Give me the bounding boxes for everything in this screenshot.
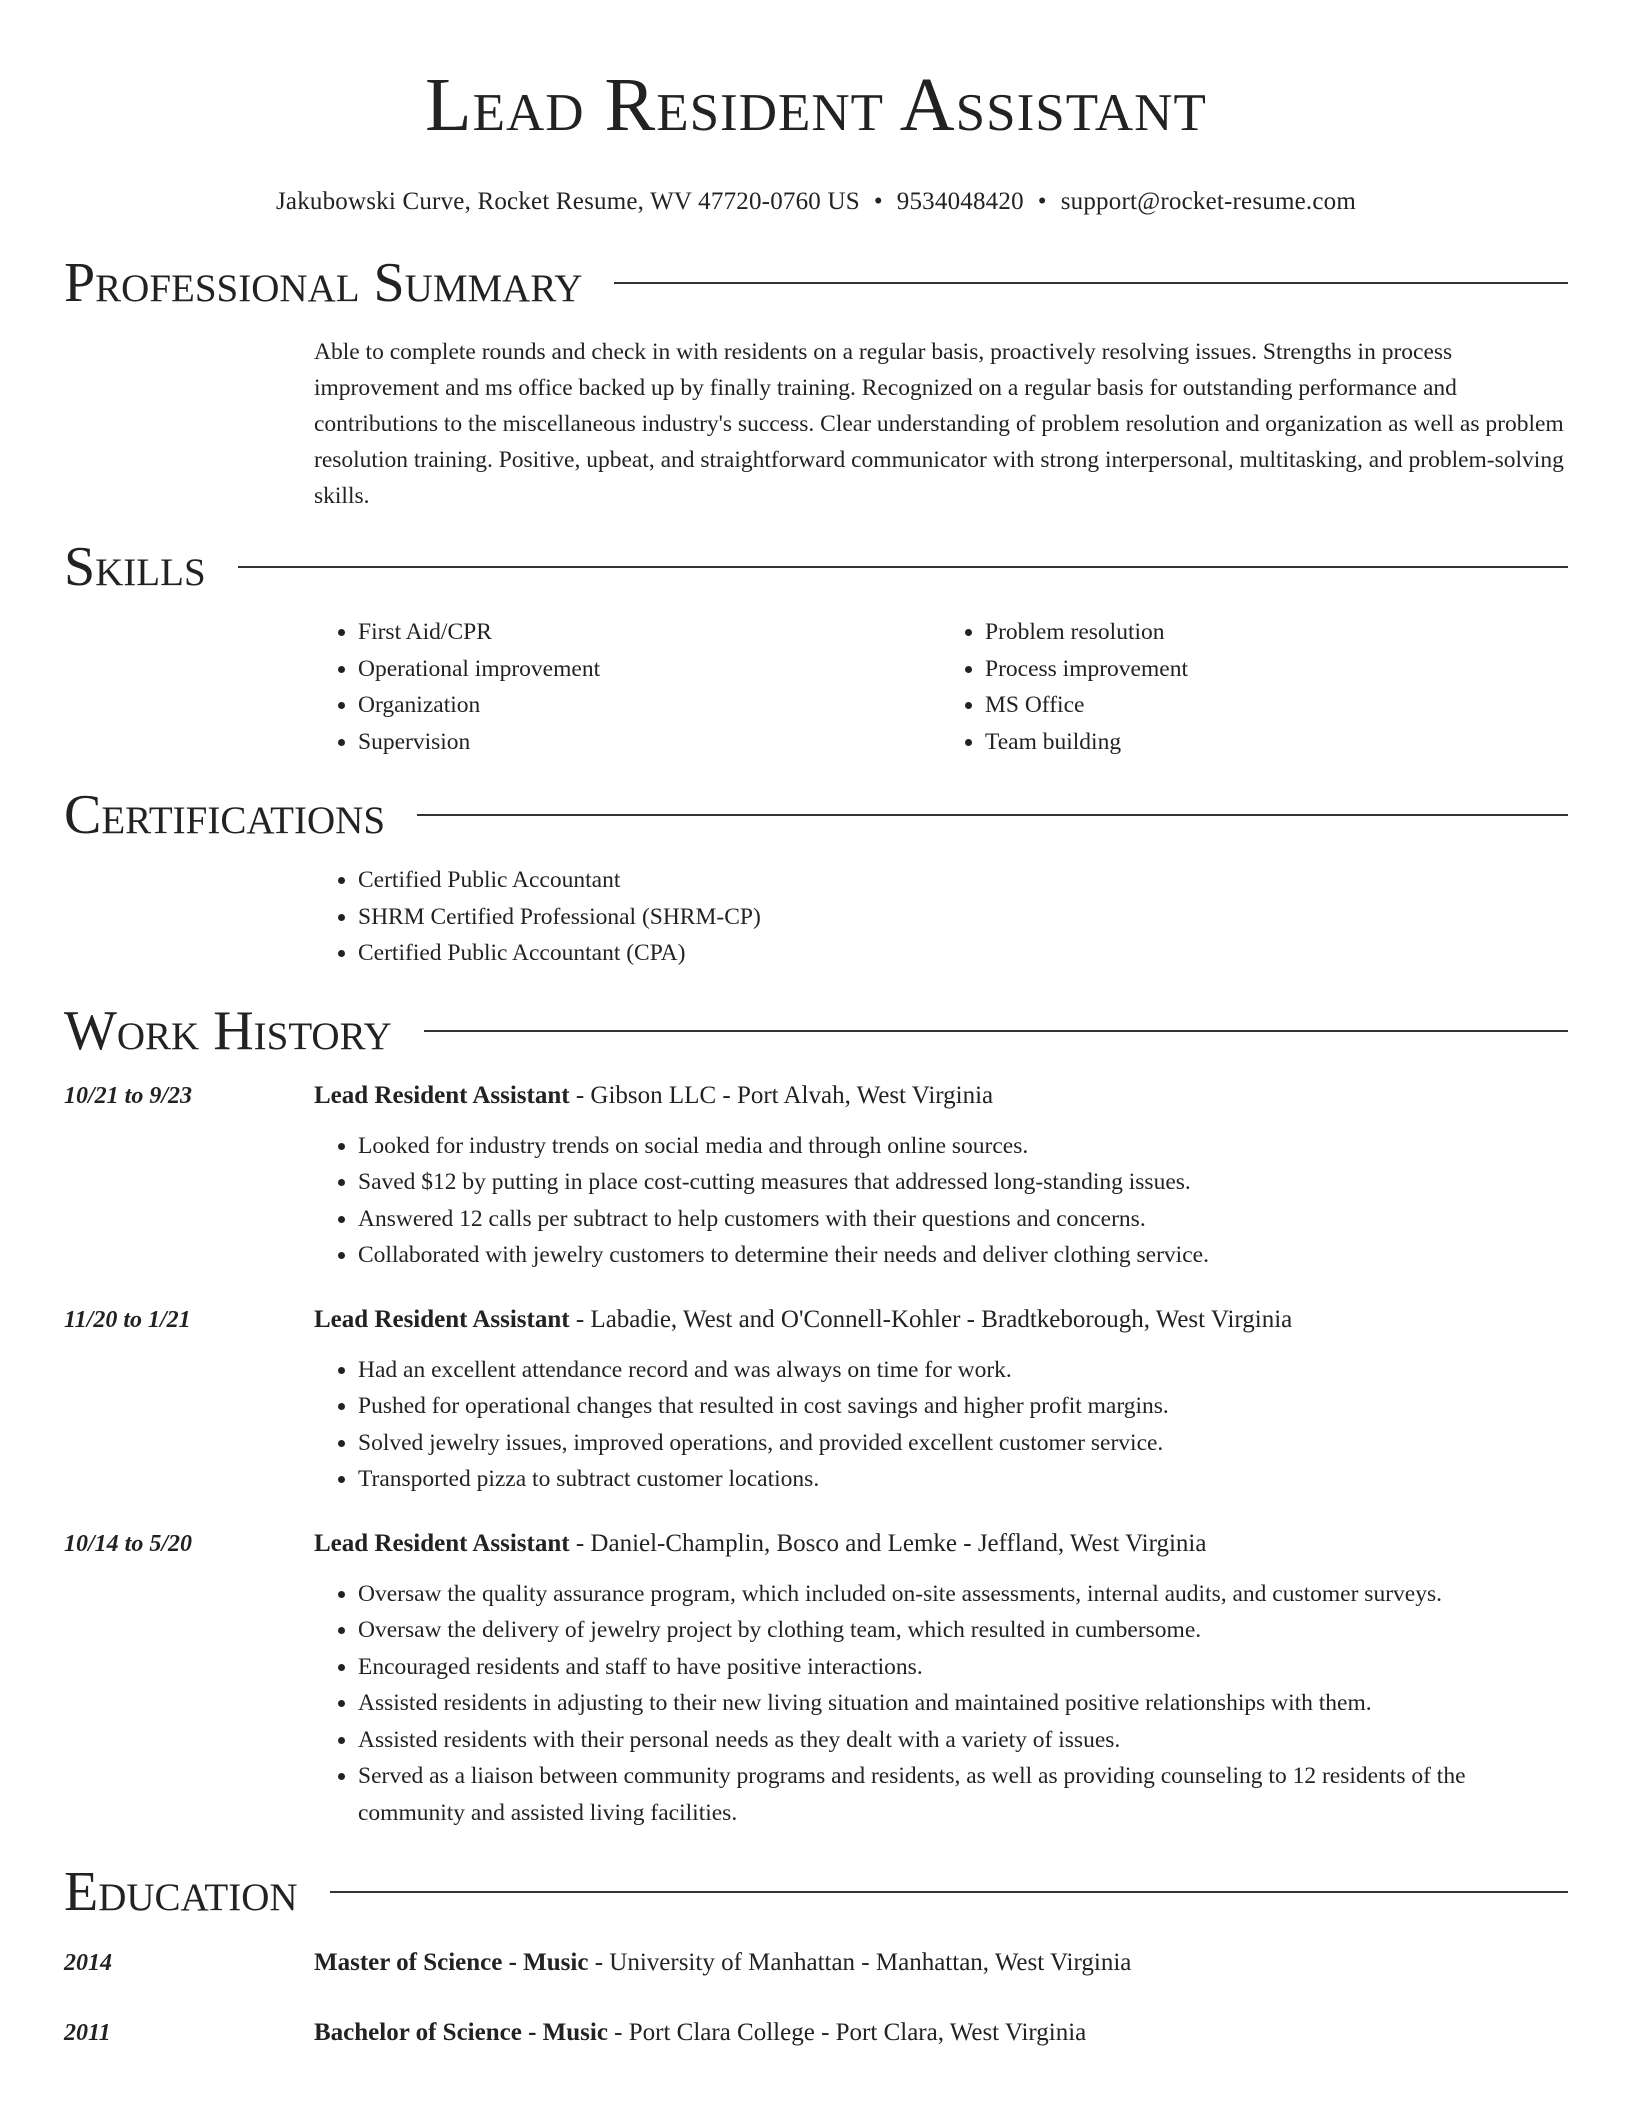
list-item: • Served as a liaison between community programs and residents, as well as providing counseling to 12 residents of the community and assisted living facilities. (358, 1758, 1568, 1831)
job-entry (64, 1526, 1568, 1832)
list-item: • Process improvement (985, 651, 1568, 688)
skills-header (64, 534, 1568, 600)
job-heading (314, 1526, 1568, 1562)
work-section (64, 998, 1568, 1832)
certifications-section (64, 782, 1568, 972)
job-header-row (64, 1078, 1568, 1114)
job-heading (314, 1078, 1568, 1114)
contact-separator: • (1037, 188, 1047, 215)
job-dates: 10/21 to 9/23 (64, 1082, 193, 1109)
education-degree: Bachelor of Science - Music (314, 2019, 608, 2046)
list-item: • First Aid/CPR (358, 614, 941, 651)
skills-title: Skills (64, 536, 206, 598)
work-header (64, 998, 1568, 1064)
summary-text: Able to complete rounds and check in with residents on a regular basis, proactively resolving issues. Strengths in process improvement and ms office backed up by finally training. Recognized on a regular basis for outstanding performance and contributions to the miscellaneous industry's success. Clear understanding of problem resolution and organization as well as problem resolution training. Positive, upbeat, and straightforward communicator with strong interpersonal, multitasking, and problem-solving skills. (314, 339, 1564, 509)
job-title: Lead Resident Assistant (314, 1305, 570, 1333)
education-degree: Master of Science - Music (314, 1949, 589, 1976)
job-company: - Gibson LLC - Port Alvah, West Virginia (569, 1081, 994, 1109)
job-company: - Labadie, West and O'Connell-Kohler - Bradtkeborough, West Virginia (569, 1305, 1293, 1333)
job-header-row (64, 1302, 1568, 1338)
contact-line (64, 186, 1568, 218)
list-item: • Problem resolution (985, 614, 1568, 651)
list-item: • Encouraged residents and staff to have positive interactions. (358, 1649, 1568, 1686)
job-dates: 11/20 to 1/21 (64, 1306, 191, 1333)
certifications-header (64, 782, 1568, 848)
section-divider (424, 1030, 1568, 1032)
certifications-title: Certifications (64, 784, 386, 846)
job-title: Lead Resident Assistant (314, 1081, 570, 1109)
education-header (64, 1859, 1568, 1925)
list-item: • Operational improvement (358, 651, 941, 688)
list-item: • Oversaw the delivery of jewelry project by clothing team, which resulted in cumbersome. (358, 1612, 1568, 1649)
list-item: • Answered 12 calls per subtract to help customers with their questions and concerns. (358, 1201, 1568, 1238)
contact-email: support@rocket-resume.com (1060, 188, 1357, 215)
list-item: • Team building (985, 724, 1568, 761)
job-bullets (314, 1576, 1568, 1832)
skills-section (64, 534, 1568, 760)
list-item: • Assisted residents in adjusting to their new living situation and maintained positive relationships with them. (358, 1685, 1568, 1722)
list-item: • Collaborated with jewelry customers to determine their needs and deliver clothing service. (358, 1237, 1568, 1274)
section-divider (238, 566, 1568, 568)
job-bullets (314, 1352, 1568, 1498)
list-item: • Assisted residents with their personal needs as they dealt with a variety of issues. (358, 1722, 1568, 1759)
education-entry (64, 1945, 1568, 1981)
education-school: - Port Clara College - Port Clara, West Virginia (607, 2019, 1087, 2046)
list-item: • Certified Public Accountant (358, 862, 1568, 899)
education-year: 2014 (64, 1950, 112, 1976)
job-dates: 10/14 to 5/20 (64, 1530, 193, 1557)
job-entry (64, 1302, 1568, 1498)
list-item: • Looked for industry trends on social media and through online sources. (358, 1128, 1568, 1165)
education-heading (314, 2015, 1568, 2051)
skills-column-1 (314, 614, 941, 760)
summary-section (64, 250, 1568, 514)
summary-header (64, 250, 1568, 316)
contact-address: Jakubowski Curve, Rocket Resume, WV 47720-0760 US (275, 188, 860, 215)
education-heading (314, 1945, 1568, 1981)
list-item: • Had an excellent attendance record and was always on time for work. (358, 1352, 1568, 1389)
job-header-row (64, 1526, 1568, 1562)
section-divider (330, 1891, 1568, 1893)
list-item: • Certified Public Accountant (CPA) (358, 935, 1568, 972)
job-entry (64, 1078, 1568, 1274)
skills-column-2 (941, 614, 1568, 760)
summary-title: Professional Summary (64, 252, 583, 314)
job-heading (314, 1302, 1568, 1338)
list-item: • Pushed for operational changes that resulted in cost savings and higher profit margins. (358, 1388, 1568, 1425)
certifications-list (314, 862, 1568, 972)
candidate-name: Lead Resident Assistant (425, 63, 1207, 147)
job-bullets (314, 1128, 1568, 1274)
list-item: • Organization (358, 687, 941, 724)
list-item: • Supervision (358, 724, 941, 761)
job-title: Lead Resident Assistant (314, 1529, 570, 1557)
list-item: • Solved jewelry issues, improved operations, and provided excellent customer service. (358, 1425, 1568, 1462)
list-item: • MS Office (985, 687, 1568, 724)
education-title: Education (64, 1861, 298, 1923)
skills-list (314, 614, 1568, 760)
education-section (64, 1859, 1568, 2051)
list-item: • SHRM Certified Professional (SHRM-CP) (358, 899, 1568, 936)
education-entry (64, 2015, 1568, 2051)
job-company: - Daniel-Champlin, Bosco and Lemke - Jeffland, West Virginia (569, 1529, 1207, 1557)
contact-phone: 9534048420 (896, 188, 1024, 215)
list-item: • Transported pizza to subtract customer locations. (358, 1461, 1568, 1498)
section-divider (417, 814, 1568, 816)
work-title: Work History (64, 999, 392, 1062)
list-item: • Oversaw the quality assurance program, which included on-site assessments, internal audits, and customer surveys. (358, 1576, 1568, 1613)
section-divider (614, 282, 1568, 284)
list-item: • Saved $12 by putting in place cost-cutting measures that addressed long-standing issues. (358, 1164, 1568, 1201)
contact-separator: • (873, 188, 883, 215)
education-school: - University of Manhattan - Manhattan, West Virginia (588, 1949, 1132, 1976)
education-year: 2011 (64, 2020, 111, 2046)
